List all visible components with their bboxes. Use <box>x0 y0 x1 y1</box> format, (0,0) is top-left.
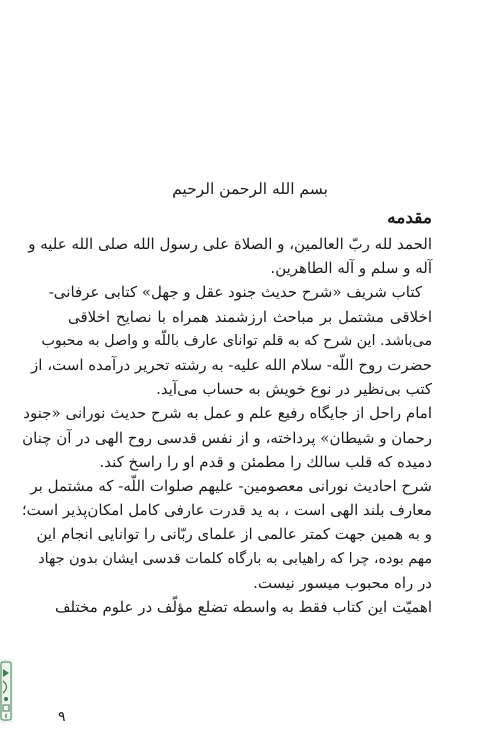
text-line: در راه محبوب ميسور نيست. <box>253 573 432 592</box>
text-line: مهم بوده، چرا كه راهيابى به بارگاه كلمات قدسى ايشان بدون جهاد <box>38 550 432 567</box>
text-line: اهمیّت اين كتاب فقط به واسطه تضلع مؤلّف در علوم مختلف <box>55 598 432 617</box>
basmala: بسم الله الرحمن الرحيم <box>172 180 328 198</box>
text-line: دميده كه قلب سالك را مطمئن و قدم او را راسخ كند. <box>99 452 432 471</box>
text-line: شرح احاديث نورانى معصومين- عليهم صلوات اللّه- كه مشتمل بر <box>30 477 432 496</box>
text-line: الحمد لله ربّ العالمين، و الصلاة على رسول الله صلى الله عليه و <box>28 235 432 253</box>
section-heading: مقدمه <box>387 208 432 228</box>
text-line: معارف بلند الهى است ، به يد قدرت عارفى كامل امكان‌پذير است؛ <box>21 501 432 520</box>
text-line: و به همين جهت كمتر عالمى از علماى ربّانى را توانايى انجام اين <box>36 525 432 544</box>
page-number: ۹ <box>58 709 66 725</box>
text-line: آله و سلم و آله الطاهرين. <box>270 259 432 278</box>
text-line: اخلاقى مشتمل بر مباحث ارزشمند همراه با نصايح اخلاقى <box>68 307 432 326</box>
text-line: امام راحل از جايگاه رفيع علم و عمل به شرح حديث نورانى «جنود <box>23 404 432 423</box>
text-line: حضرت روح اللّه- سلام الله عليه- به رشته تحرير درآمده است، از <box>31 356 432 375</box>
text-line: مى‌باشد. اين شرح كه به قلم توانای عارف باللّه و واصل به محبوب <box>41 332 432 349</box>
body-text <box>21 232 432 619</box>
library-seal-icon <box>0 659 13 723</box>
text-line: كتاب شريف «شرح حديث جنود عقل و جهل» كتابى عرفانى- <box>48 283 422 302</box>
text-line: كتب بى‌نظير در نوع خويش به حساب مى‌آيد. <box>156 380 432 399</box>
text-line: رحمان و شيطان» پرداخته، و از نفس قدسى روح الهى در آن چنان <box>22 428 432 447</box>
